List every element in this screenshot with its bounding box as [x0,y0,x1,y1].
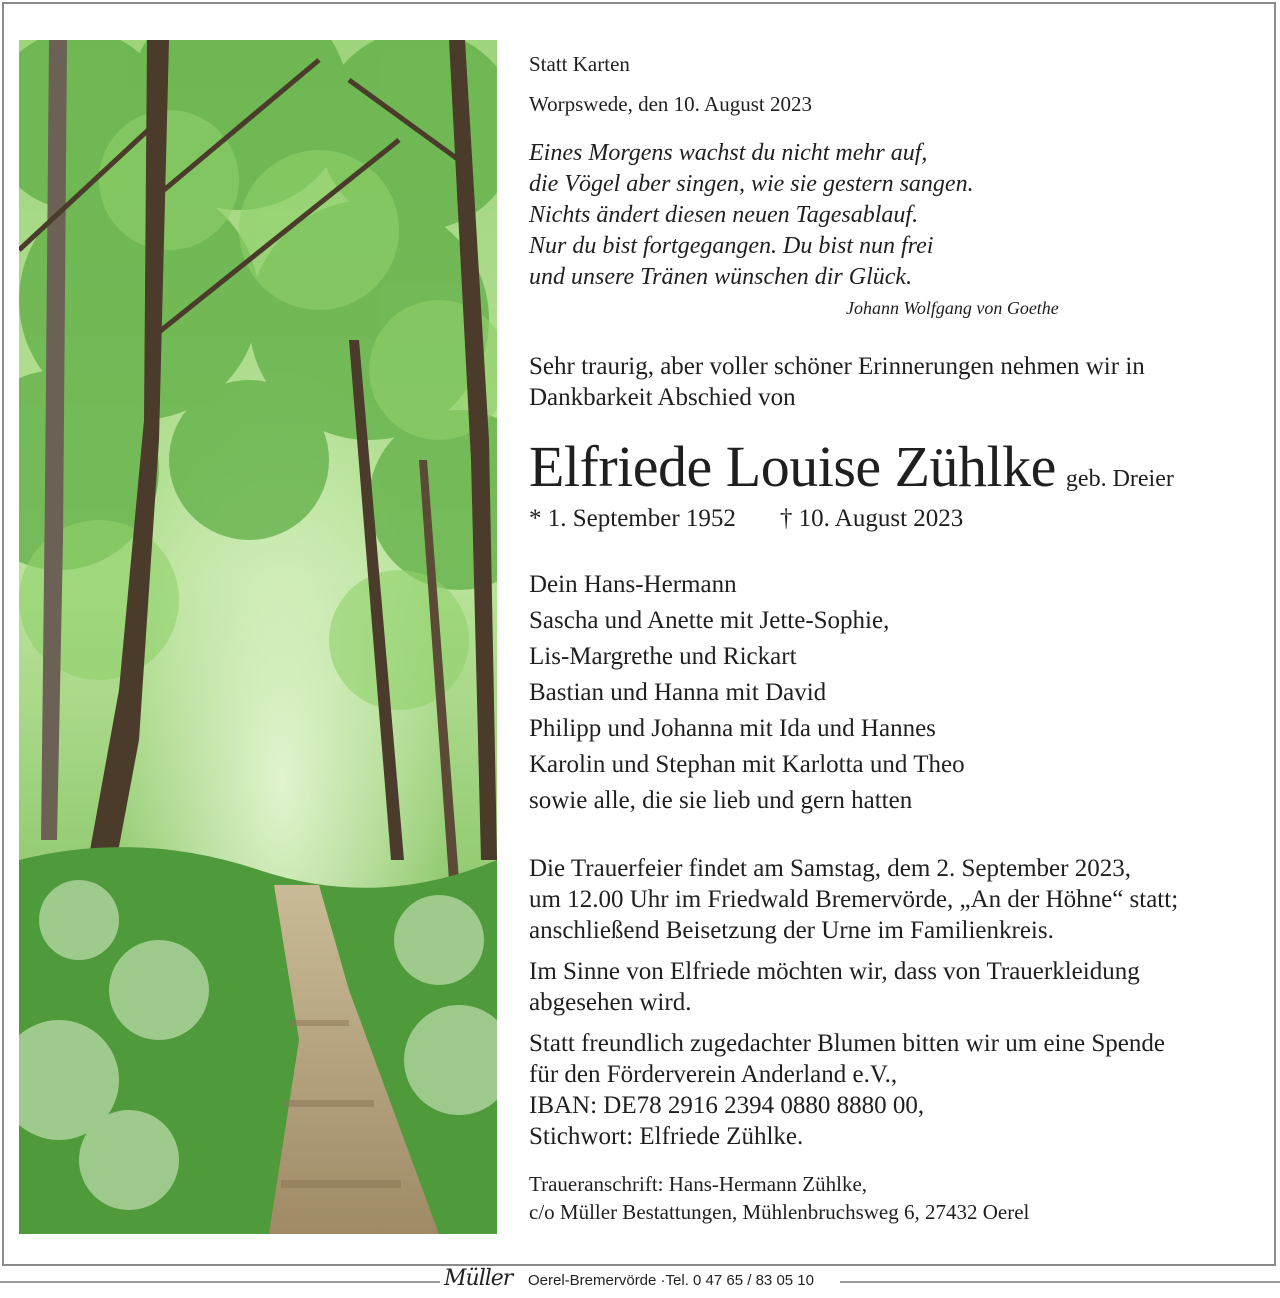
mourning-address [529,1170,1029,1226]
address-line: Traueranschrift: Hans-Hermann Zühlke, [529,1172,868,1196]
family-line: Philipp und Johanna mit Ida und Hannes [529,715,936,742]
funeral-home-logo: Müller [444,1266,513,1291]
deceased-full-name: Elfriede Louise Zühlke [529,434,1056,499]
funeral-home-contact: Oerel-Bremervörde ·Tel. 0 47 65 / 83 05 10 [528,1272,814,1289]
ceremony-line: anschließend Beisetzung der Urne im Familienkreis. [529,917,1054,944]
footer-rule-right [840,1281,1280,1283]
statt-karten: Statt Karten [529,52,630,76]
family-line: sowie alle, die sie lieb und gern hatten [529,787,913,814]
forest-path-photo [19,40,497,1234]
family-line: Sascha und Anette mit Jette-Sophie, [529,607,890,634]
poem-line: die Vögel aber singen, wie sie gestern sangen. [529,171,974,197]
footer [0,1266,1280,1294]
poem-line: und unsere Tränen wünschen dir Glück. [529,264,913,290]
family-line: Lis-Margrethe und Rickart [529,643,797,670]
donation-line: Statt freundlich zugedachter Blumen bitten wir um eine Spende [529,1030,1165,1057]
life-dates [529,505,963,533]
footer-rule-left [0,1281,440,1283]
donation-line: IBAN: DE78 2916 2394 0880 8880 00, [529,1092,925,1119]
attire-info [529,956,1264,1018]
poem-line: Nur du bist fortgegangen. Du bist nun frei [529,233,934,259]
poem-author: Johann Wolfgang von Goethe [846,298,1059,318]
donation-line: Stichwort: Elfriede Zühlke. [529,1123,804,1150]
poem [529,138,974,293]
donation-line: für den Förderverein Anderland e.V., [529,1061,898,1088]
family-list [529,567,965,819]
birth-date: * 1. September 1952 [529,505,736,532]
intro-text: Sehr traurig, aber voller schöner Erinnerungen nehmen wir in Dankbarkeit Abschied von [529,353,1145,411]
ceremony-line: um 12.00 Uhr im Friedwald Bremervörde, „An der Höhne“ statt; [529,886,1179,913]
address-line: c/o Müller Bestattungen, Mühlenbruchsweg 6, 27432 Oerel [529,1200,1030,1224]
poem-line: Eines Morgens wachst du nicht mehr auf, [529,140,928,166]
death-date: † 10. August 2023 [779,505,964,532]
attire-line: Im Sinne von Elfriede möchten wir, dass von Trauerkleidung [529,958,1140,985]
place-date: Worpswede, den 10. August 2023 [529,92,812,116]
attire-line: abgesehen wird. [529,989,692,1016]
poem-line: Nichts ändert diesen neuen Tagesablauf. [529,202,919,228]
ceremony-line: Die Trauerfeier findet am Samstag, dem 2. September 2023, [529,855,1131,882]
donation-info [529,1028,1264,1152]
family-line: Karolin und Stephan mit Karlotta und Theo [529,751,965,778]
family-line: Dein Hans-Hermann [529,571,737,598]
deceased-name [529,434,1174,512]
ceremony-info [529,853,1264,946]
maiden-name: geb. Dreier [1065,466,1174,492]
family-line: Bastian und Hanna mit David [529,679,827,706]
